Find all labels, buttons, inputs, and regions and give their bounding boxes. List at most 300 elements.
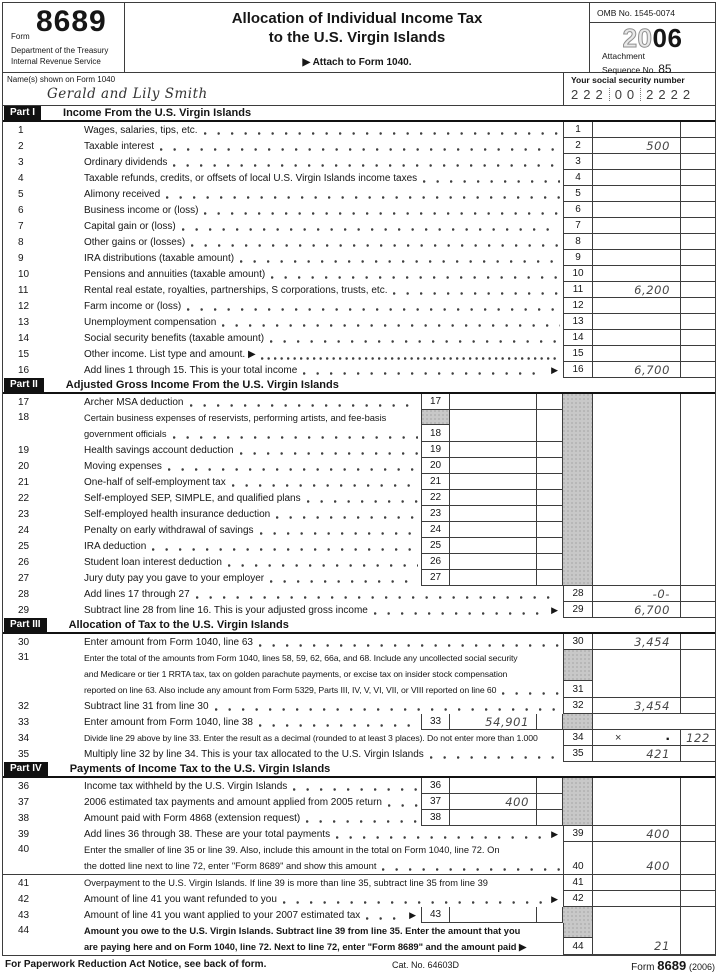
line-label: Pensions and annuities (taxable amount) [84, 266, 563, 282]
line-9-cents[interactable] [680, 250, 715, 266]
form-body [3, 106, 715, 955]
form-line-16 [3, 362, 715, 378]
footer-form-number: 8689 [657, 958, 687, 973]
line-21-cents[interactable] [536, 474, 563, 490]
dot-leader [222, 319, 560, 328]
line-number: 28 [18, 588, 30, 600]
line-label: Multiply line 32 by line 34. This is your tax allocated to the U.S. Virgin Islands [84, 746, 563, 762]
form-line-31 [3, 650, 715, 698]
form-line-6 [3, 202, 715, 218]
line-19-entry[interactable] [449, 442, 536, 458]
line-28-cents[interactable] [680, 586, 715, 602]
line-34-entry[interactable] [592, 727, 680, 746]
unused-cents-area [680, 458, 715, 474]
part-header-part4 [3, 762, 715, 778]
part-chip-part3: Part III [4, 618, 47, 632]
line-42-cents[interactable] [680, 891, 715, 907]
line-26-cents[interactable] [536, 554, 563, 570]
inner-line-number-cell: 19 [421, 442, 449, 458]
dot-leader [259, 639, 560, 648]
line-19-cents[interactable] [536, 442, 563, 458]
line-label: Health savings account deduction [84, 442, 421, 458]
form-line-24 [3, 522, 715, 538]
line-23-cents[interactable] [536, 506, 563, 522]
line-number: 33 [18, 716, 30, 728]
line-10-entry[interactable] [592, 266, 680, 282]
form-title-line-2: to the U.S. Virgin Islands [268, 28, 446, 46]
attachment-label: Attachment [602, 51, 645, 61]
line-34-cents[interactable]: 122 [680, 730, 715, 746]
line-number: 15 [18, 348, 30, 360]
line-number: 22 [18, 492, 30, 504]
line-number: 29 [18, 604, 30, 616]
dot-leader [276, 511, 418, 520]
line-number-cell: 35 [563, 746, 592, 762]
arrow-icon: ▶ [551, 893, 558, 904]
line-label: Taxable refunds, credits, or offsets of local U.S. Virgin Islands income taxes [84, 170, 563, 186]
line-36-cents[interactable] [536, 778, 563, 794]
line-number-cell: 29 [563, 602, 592, 618]
line-32-cents[interactable] [680, 698, 715, 714]
catalog-number: Cat. No. 64603D [392, 960, 460, 970]
line-16-cents[interactable] [680, 362, 715, 378]
line-22-entry[interactable] [449, 490, 536, 506]
line-number: 35 [18, 748, 30, 760]
line-label: One-half of self-employment tax [84, 474, 421, 490]
line-17-cents[interactable] [536, 394, 563, 410]
part-header-part3 [3, 618, 715, 634]
line-number-cell: 39 [563, 826, 592, 842]
line-label: Amount of line 41 you want applied to your 2007 estimated tax ▶ [84, 909, 416, 921]
line-label: Enter amount from Form 1040, line 38 [84, 714, 421, 730]
line-label: Penalty on early withdrawal of savings [84, 522, 421, 538]
form-line-4 [3, 170, 715, 186]
line-29-cents[interactable] [680, 602, 715, 618]
unused-amount-area [592, 778, 680, 794]
form-line-13 [3, 314, 715, 330]
unused-amount-area [592, 410, 680, 442]
dot-leader [306, 815, 418, 824]
line-label: Moving expenses [84, 458, 421, 474]
dot-leader [196, 591, 560, 600]
line-number: 10 [18, 268, 30, 280]
line-43-cents[interactable] [536, 907, 563, 923]
line-6-entry[interactable] [592, 202, 680, 218]
line-number: 20 [18, 460, 30, 472]
form-line-34 [3, 727, 715, 746]
line-35-cents[interactable] [680, 746, 715, 762]
sequence-number: 85 [658, 61, 672, 76]
inner-line-number-cell: 21 [421, 474, 449, 490]
line-7-cents[interactable] [680, 218, 715, 234]
shaded-column [563, 490, 592, 506]
form-line-21 [3, 474, 715, 490]
line-27-entry[interactable] [449, 570, 536, 586]
form-line-18 [3, 410, 715, 442]
unused-cents-area [680, 554, 715, 570]
line-14-entry[interactable] [592, 330, 680, 346]
line-label: Unemployment compensation [84, 314, 563, 330]
form-line-25 [3, 538, 715, 554]
line-41-cents[interactable] [680, 875, 715, 891]
form-line-23 [3, 506, 715, 522]
dot-leader [215, 703, 560, 712]
line-label: Self-employed health insurance deduction [84, 506, 421, 522]
line-number: 40 [18, 844, 30, 855]
omb-block [589, 3, 715, 76]
ssn-area-number: 222 [571, 87, 608, 102]
line-28-entry[interactable]: -0- [592, 586, 680, 602]
arrow-icon: ▶ [551, 828, 558, 839]
line-25-entry[interactable] [449, 538, 536, 554]
line-number-cell: 13 [563, 314, 592, 330]
line-label: Archer MSA deduction [84, 394, 421, 410]
line-25-cents[interactable] [536, 538, 563, 554]
dot-leader [270, 335, 560, 344]
shaded-column [563, 506, 592, 522]
line-40-cents[interactable] [680, 842, 715, 874]
form-number-block [3, 3, 125, 72]
inner-line-number-cell: 27 [421, 570, 449, 586]
line-label: Enter the total of the amounts from Form 1040, lines 58, 59, 62, 66a, and 68. Include any uncollected social security and Medicare or tier 1 RRTA tax, tax on golden parachute payments, or excise tax on insider stock compensation reported on line 63. Also include any amount from Form 5329, Parts III, IV, V, VI, VII, or VIII reported on line 60 [84, 650, 563, 698]
unused-amount-area [592, 490, 680, 506]
line-11-cents[interactable] [680, 282, 715, 298]
line-22-cents[interactable] [536, 490, 563, 506]
line-24-cents[interactable] [536, 522, 563, 538]
inner-line-number-cell: 37 [421, 794, 449, 810]
line-label: Capital gain or (loss) [84, 218, 563, 234]
form-line-32 [3, 698, 715, 714]
name-field[interactable]: Gerald and Lily Smith [47, 86, 208, 102]
unused-cents-area [680, 490, 715, 506]
inner-line-number-cell: 20 [421, 458, 449, 474]
shaded-cell [564, 650, 592, 681]
line-number-cell: 9 [563, 250, 592, 266]
dot-leader [204, 207, 560, 216]
line-2-entry[interactable]: 500 [592, 138, 680, 154]
inner-line-number: 18 [429, 427, 442, 439]
form-line-7 [3, 218, 715, 234]
line-label: Wages, salaries, tips, etc. [84, 122, 563, 138]
line-number-cell: 5 [563, 186, 592, 202]
line-label: Amount paid with Form 4868 (extension request) [84, 810, 421, 826]
line-33-entry[interactable]: 54,901 [449, 714, 536, 730]
form-header [3, 3, 715, 76]
line-15-cents[interactable] [680, 346, 715, 362]
form-outline [2, 2, 716, 956]
tax-year-suffix: 06 [652, 23, 683, 53]
line-14-cents[interactable] [680, 330, 715, 346]
attach-note: ▶ Attach to Form 1040. [302, 56, 412, 68]
dot-leader [430, 751, 560, 760]
line-18-cents[interactable] [536, 410, 563, 442]
form-line-42 [3, 891, 715, 907]
line-number: 19 [18, 444, 30, 456]
line-8-cents[interactable] [680, 234, 715, 250]
dot-leader [283, 896, 546, 905]
line-label: Add lines 1 through 15. This is your total income ▶ [84, 364, 558, 376]
unused-cents-area [680, 538, 715, 554]
line-35-entry[interactable]: 421 [592, 746, 680, 762]
ssn-separator-icon [640, 88, 641, 101]
dot-leader [191, 239, 560, 248]
line-44-entry[interactable]: 21 [592, 923, 680, 955]
line-number-cell [563, 650, 592, 698]
line-27-cents[interactable] [536, 570, 563, 586]
line-label: Taxable interest [84, 138, 563, 154]
dot-leader [240, 447, 418, 456]
form-line-30 [3, 634, 715, 650]
line-43-entry[interactable] [449, 907, 536, 923]
line-number: 13 [18, 316, 30, 328]
line-number: 8 [18, 236, 24, 248]
line-23-entry[interactable] [449, 506, 536, 522]
line-4-cents[interactable] [680, 170, 715, 186]
line-13-cents[interactable] [680, 314, 715, 330]
line-9-entry[interactable] [592, 250, 680, 266]
line-number: 9 [18, 252, 24, 264]
inner-line-number-cell: 22 [421, 490, 449, 506]
arrow-icon: ▶ [409, 909, 416, 920]
line-number-cell: 3 [563, 154, 592, 170]
line-31-entry[interactable] [592, 650, 680, 698]
unused-amount-area [592, 458, 680, 474]
line-label: Jury duty pay you gave to your employer [84, 570, 421, 586]
line-24-entry[interactable] [449, 522, 536, 538]
line-label: Overpayment to the U.S. Virgin Islands. If line 39 is more than line 35, subtract line 35 from line 39 [84, 878, 488, 888]
shaded-column [563, 410, 592, 442]
part-chip-part4: Part IV [4, 762, 48, 776]
line-8-entry[interactable] [592, 234, 680, 250]
line-number-cell: 1 [563, 122, 592, 138]
line-3-entry[interactable] [592, 154, 680, 170]
line-3-cents[interactable] [680, 154, 715, 170]
line-26-entry[interactable] [449, 554, 536, 570]
line-label: Income tax withheld by the U.S. Virgin Islands [84, 778, 421, 794]
line-37-cents[interactable] [536, 794, 563, 810]
line-number: 21 [18, 476, 30, 488]
line-33-cents[interactable] [536, 714, 563, 730]
unused-cents-area [680, 810, 715, 826]
line-20-entry[interactable] [449, 458, 536, 474]
line-label: IRA deduction [84, 538, 421, 554]
dot-leader [160, 143, 560, 152]
line-number: 44 [572, 940, 584, 952]
line-number-cell: 6 [563, 202, 592, 218]
line-6-cents[interactable] [680, 202, 715, 218]
sequence-label: Sequence No. [602, 64, 656, 75]
line-label: Other income. List type and amount. ▶ [84, 346, 563, 362]
tax-year-prefix: 20 [622, 23, 653, 53]
form-footer [2, 956, 716, 973]
shaded-cell [563, 714, 592, 730]
shaded-column [563, 522, 592, 538]
form-line-8 [3, 234, 715, 250]
line-4-entry[interactable] [592, 170, 680, 186]
name-label: Name(s) shown on Form 1040 [7, 75, 116, 84]
unused-amount-area [592, 538, 680, 554]
dot-leader [240, 255, 560, 264]
agency-line-2: Internal Revenue Service [11, 56, 101, 66]
dot-leader [168, 463, 418, 472]
line-label: 2006 estimated tax payments and amount applied from 2005 return [84, 794, 421, 810]
line-number: 12 [18, 300, 30, 312]
part-title-part1: Income From the U.S. Virgin Islands [63, 107, 252, 119]
part-title-part4: Payments of Income Tax to the U.S. Virgin Islands [69, 763, 331, 775]
line-42-entry[interactable] [592, 891, 680, 907]
line-12-entry[interactable] [592, 298, 680, 314]
line-number-cell: 32 [563, 698, 592, 714]
line-13-entry[interactable] [592, 314, 680, 330]
line-number: 36 [18, 780, 30, 792]
dot-leader [166, 191, 560, 200]
line-number: 27 [18, 572, 30, 584]
line-number: 39 [18, 828, 30, 840]
dot-leader [260, 527, 418, 536]
line-16-entry[interactable]: 6,700 [592, 362, 680, 378]
form-line-41 [3, 875, 715, 891]
shaded-column [563, 907, 592, 923]
line-label: Enter amount from Form 1040, line 63 [84, 634, 563, 650]
form-line-33 [3, 714, 715, 730]
form-line-14 [3, 330, 715, 346]
form-line-37 [3, 794, 715, 810]
inner-line-number-cell: 24 [421, 522, 449, 538]
dot-leader [374, 607, 546, 616]
line-29-entry[interactable]: 6,700 [592, 602, 680, 618]
line-number: 6 [18, 204, 24, 216]
line-18-entry[interactable] [449, 410, 536, 442]
line-15-entry[interactable] [592, 346, 680, 362]
line-number-cell: 10 [563, 266, 592, 282]
dot-leader [393, 287, 560, 296]
line-30-cents[interactable] [680, 634, 715, 650]
ssn-block [563, 73, 715, 105]
line-number: 2 [18, 140, 24, 152]
line-40-entry[interactable]: 400 [592, 842, 680, 874]
dot-leader [502, 687, 560, 696]
line-7-entry[interactable] [592, 218, 680, 234]
line-5-cents[interactable] [680, 186, 715, 202]
line-38-cents[interactable] [536, 810, 563, 826]
line-1-entry[interactable] [592, 122, 680, 138]
unused-amount-area [592, 907, 680, 923]
line-label: Add lines 17 through 27 [84, 586, 563, 602]
unused-amount-area [592, 394, 680, 410]
line-36-entry[interactable] [449, 778, 536, 794]
line-number: 26 [18, 556, 30, 568]
line-label: Business income or (loss) [84, 202, 563, 218]
ssn-serial-number: 2222 [646, 87, 696, 102]
line-label: Social security benefits (taxable amount) [84, 330, 563, 346]
line-1-cents[interactable] [680, 122, 715, 138]
unused-amount-area [592, 714, 715, 730]
line-label: Enter the smaller of line 35 or line 39. Also, include this amount in the total on Form 1040, line 72. On the dotted line next to line 72, enter "Form 8689" and show this amount [84, 842, 563, 874]
line-20-cents[interactable] [536, 458, 563, 474]
form-line-26 [3, 554, 715, 570]
dot-leader [271, 271, 560, 280]
line-number: 42 [18, 893, 30, 905]
line-label: Add lines 36 through 38. These are your total payments ▶ [84, 828, 558, 840]
line-11-entry[interactable]: 6,200 [592, 282, 680, 298]
line-21-entry[interactable] [449, 474, 536, 490]
arrow-icon: ▶ [551, 604, 558, 615]
line-number: 43 [18, 909, 30, 921]
unused-amount-area [592, 570, 680, 586]
line-32-entry[interactable]: 3,454 [592, 698, 680, 714]
line-number: 44 [18, 925, 30, 936]
line-label: Amount of line 41 you want refunded to you ▶ [84, 893, 558, 905]
line-number-cell [563, 842, 592, 874]
form-line-44 [3, 923, 715, 955]
line-41-entry[interactable] [592, 875, 680, 891]
dot-leader [336, 831, 546, 840]
unused-cents-area [680, 794, 715, 810]
taxpayer-row [3, 73, 715, 106]
line-5-entry[interactable] [592, 186, 680, 202]
line-37-entry[interactable]: 400 [449, 794, 536, 810]
form-line-12 [3, 298, 715, 314]
line-number: 5 [18, 188, 24, 200]
line-number-cell: 28 [563, 586, 592, 602]
form-number: 8689 [36, 5, 107, 38]
form-line-22 [3, 490, 715, 506]
dot-leader [382, 863, 560, 872]
line-number-cell: 4 [563, 170, 592, 186]
ssn-field[interactable] [571, 87, 715, 102]
shaded-column [563, 778, 592, 794]
dot-leader [293, 783, 418, 792]
inner-line-number-cell: 36 [421, 778, 449, 794]
inner-line-number-cell [421, 410, 449, 442]
line-number: 1 [18, 124, 24, 136]
line-17-entry[interactable] [449, 394, 536, 410]
line-10-cents[interactable] [680, 266, 715, 282]
line-31-cents[interactable] [680, 650, 715, 698]
line-38-entry[interactable] [449, 810, 536, 826]
line-2-cents[interactable] [680, 138, 715, 154]
line-30-entry[interactable]: 3,454 [592, 634, 680, 650]
line-number-cell: 12 [563, 298, 592, 314]
unused-cents-area [680, 907, 715, 923]
line-number: 23 [18, 508, 30, 520]
line-number: 24 [18, 524, 30, 536]
line-number-cell: 14 [563, 330, 592, 346]
part-header-part2 [3, 378, 715, 394]
line-label: Subtract line 28 from line 16. This is your adjusted gross income ▶ [84, 604, 558, 616]
part-header-part1 [3, 106, 715, 122]
line-number-cell: 15 [563, 346, 592, 362]
line-label: Subtract line 31 from line 30 [84, 698, 563, 714]
line-label: Self-employed SEP, SIMPLE, and qualified plans [84, 490, 421, 506]
line-label: Amount you owe to the U.S. Virgin Islands. Subtract line 39 from line 35. Enter the amount that you are paying here and on Form 1040, line 72. Next to line 72, enter "Form 8689" and the amount paid ▶ [84, 926, 527, 952]
line-39-entry[interactable]: 400 [592, 826, 680, 842]
line-12-cents[interactable] [680, 298, 715, 314]
line-number: 4 [18, 172, 24, 184]
form-line-28 [3, 586, 715, 602]
part-chip-part2: Part II [4, 378, 44, 392]
part-title-part2: Adjusted Gross Income From the U.S. Virgin Islands [65, 379, 339, 391]
line-44-cents[interactable] [680, 923, 715, 955]
line-number-cell: 41 [563, 875, 592, 891]
decimal-point: . [665, 727, 670, 744]
inner-line-number-cell: 23 [421, 506, 449, 522]
shaded-column [563, 538, 592, 554]
unused-amount-area [592, 506, 680, 522]
shaded-column [563, 474, 592, 490]
line-39-cents[interactable] [680, 826, 715, 842]
form-line-20 [3, 458, 715, 474]
